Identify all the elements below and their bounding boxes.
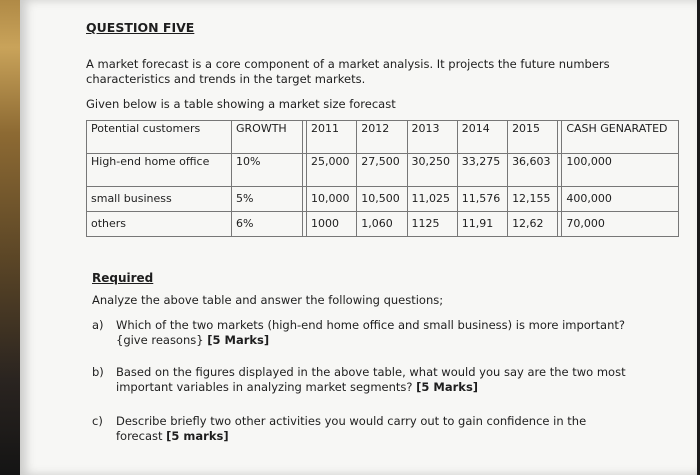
question-text: Which of the two markets (high-end home office and small business) is more important? {give reasons} — [116, 318, 625, 347]
intro-paragraph: A market forecast is a core component of a market analysis. It projects the future numbers characteristics and trends in the target markets. — [86, 57, 610, 86]
table-caption: Given below is a table showing a market size forecast — [86, 97, 396, 111]
table-cell: 10% — [232, 154, 303, 187]
table-cell: 27,500 — [357, 154, 407, 187]
table-cell: small business — [87, 187, 232, 212]
table-cell: 70,000 — [562, 212, 679, 237]
table-cell: 11,576 — [457, 187, 507, 212]
table-cell: 30,250 — [407, 154, 457, 187]
header-cell: 2013 — [407, 121, 457, 154]
table-cell: 11,91 — [457, 212, 507, 237]
table-cell: 11,025 — [407, 187, 457, 212]
table-row — [87, 187, 679, 212]
question-text: Based on the figures displayed in the above table, what would you say are the two most important variables in analyzing market segments? — [116, 365, 626, 394]
document-page — [20, 0, 697, 475]
market-size-table — [86, 120, 679, 237]
question-b — [92, 365, 632, 395]
header-cell: 2011 — [307, 121, 357, 154]
table-row — [87, 212, 679, 237]
table-row — [87, 154, 679, 187]
header-cell: 2015 — [508, 121, 558, 154]
question-marks: [5 Marks] — [207, 333, 270, 347]
table-cell: 400,000 — [562, 187, 679, 212]
question-label: c) — [92, 414, 103, 428]
question-a — [92, 318, 632, 348]
table-cell: 100,000 — [562, 154, 679, 187]
header-cell: CASH GENARATED — [562, 121, 679, 154]
table-cell: 12,155 — [508, 187, 558, 212]
header-cell: 2014 — [457, 121, 507, 154]
table-cell: 12,62 — [508, 212, 558, 237]
question-c — [92, 414, 632, 444]
question-title: QUESTION FIVE — [86, 20, 195, 35]
table-cell: 5% — [232, 187, 303, 212]
question-marks: [5 marks] — [166, 429, 229, 443]
table-cell: 1125 — [407, 212, 457, 237]
table-cell: others — [87, 212, 232, 237]
table-cell: 36,603 — [508, 154, 558, 187]
question-marks: [5 Marks] — [416, 380, 479, 394]
header-cell: Potential customers — [87, 121, 232, 154]
instructions-text: Analyze the above table and answer the following questions; — [92, 293, 444, 307]
table-cell: 25,000 — [307, 154, 357, 187]
table-cell: 10,500 — [357, 187, 407, 212]
header-cell: 2012 — [357, 121, 407, 154]
table-cell: 1000 — [307, 212, 357, 237]
book-edge — [0, 0, 22, 475]
table-cell: High-end home office — [87, 154, 232, 187]
question-text: Describe briefly two other activities you would carry out to gain confidence in the forecast — [116, 414, 587, 443]
table-cell: 33,275 — [457, 154, 507, 187]
table-cell: 10,000 — [307, 187, 357, 212]
table-header-row — [87, 121, 679, 154]
question-label: b) — [92, 365, 104, 379]
table-cell: 1,060 — [357, 212, 407, 237]
header-cell: GROWTH — [232, 121, 303, 154]
required-heading: Required — [92, 271, 154, 285]
question-label: a) — [92, 318, 104, 332]
table-cell: 6% — [232, 212, 303, 237]
